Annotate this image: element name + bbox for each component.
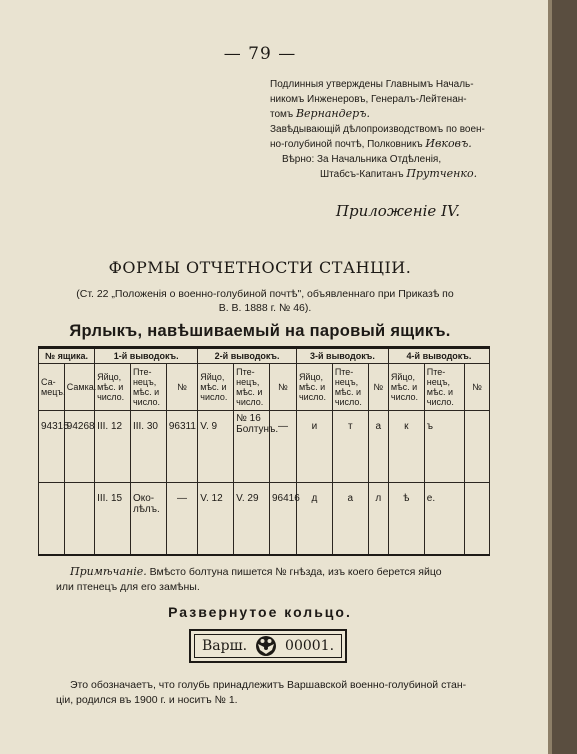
ring-station-code: Варш.: [201, 638, 248, 654]
table-cell: III. 12: [95, 411, 131, 483]
table-cell: ѣ: [388, 483, 424, 556]
col-header-chick: Пте-нецъ, мѣс. и число.: [424, 364, 464, 411]
table-cell: д: [296, 483, 332, 556]
table-cell: т: [332, 411, 368, 483]
table-cell: —: [166, 483, 197, 556]
ring-section-title: Развернутое кольцо.: [168, 604, 352, 620]
label-title: Ярлыкъ, навѣшиваемый на паровый ящикъ.: [69, 322, 451, 340]
col-header-chick: Пте-нецъ, мѣс. и число.: [130, 364, 166, 411]
col-header-number: №: [368, 364, 388, 411]
table-cell: [39, 483, 65, 556]
col-header-egg: Яйцо, мѣс. и число.: [95, 364, 131, 411]
table-cell: III. 15: [95, 483, 131, 556]
table-cell: V. 12: [198, 483, 234, 556]
table-cell: 96311: [166, 411, 197, 483]
table-cell: 94268: [64, 411, 94, 483]
approval-line-1: Подлинныя утверждены Главнымъ Началь-: [270, 79, 474, 90]
table-cell: [465, 483, 490, 556]
document-title: ФОРМЫ ОТЧЕТНОСТИ СТАНЦІИ.: [108, 258, 412, 277]
col-header-egg: Яйцо, мѣс. и число.: [388, 364, 424, 411]
page-number: — 79 —: [223, 44, 297, 64]
report-form-table: [38, 346, 490, 556]
col-header-chick: Пте-нецъ, мѣс. и число.: [234, 364, 270, 411]
group-header-brood-4: 4-й выводокъ.: [388, 348, 489, 364]
table-row: [39, 483, 490, 556]
table-cell: [64, 483, 94, 556]
col-header-number: №: [166, 364, 197, 411]
table-cell: е.: [424, 483, 464, 556]
table-cell: V. 29: [234, 483, 270, 556]
col-header-number: №: [270, 364, 297, 411]
appendix-heading: Приложеніе IV.: [335, 202, 460, 220]
table-cell: 94315: [39, 411, 65, 483]
table-row: [39, 411, 490, 483]
group-header-brood-2: 2-й выводокъ.: [198, 348, 297, 364]
table-cell: V. 9: [198, 411, 234, 483]
signatory-name-2: Ивковъ.: [425, 137, 472, 150]
table-cell: —: [270, 411, 297, 483]
approval-line-7: Штабсъ-Капитанъ Прутченко.: [320, 167, 478, 180]
signatory-name-1: Вернандеръ.: [295, 107, 370, 120]
col-header-male: Са-мецъ.: [39, 364, 65, 411]
approval-line-3: томъ Вернандеръ.: [270, 107, 370, 120]
group-header-box: № ящика.: [39, 348, 95, 364]
table-cell: 96416: [270, 483, 297, 556]
group-header-brood-1: 1-й выводокъ.: [95, 348, 198, 364]
footnote-label: Примѣчаніе.: [70, 565, 147, 578]
table-cell: № 16 Болтунъ.: [234, 411, 270, 483]
ring-serial-number: 00001.: [285, 638, 335, 654]
signatory-name-3: Прутченко.: [406, 167, 478, 180]
col-header-number: №: [465, 364, 490, 411]
table-cell: л: [368, 483, 388, 556]
approval-block: [270, 78, 520, 183]
book-binding: [548, 0, 577, 754]
col-header-female: Самка.: [64, 364, 94, 411]
ring-explanation: Это обозначаетъ, что голубь принадлежитъ Варшавской военно-голубиной стан- ціи, родился въ 1900 г. и носитъ № 1.: [56, 679, 467, 706]
approval-line-5: но-голубиной почтѣ, Полковникъ Ивковъ.: [270, 137, 472, 150]
col-header-egg: Яйцо, мѣс. и число.: [296, 364, 332, 411]
col-header-chick: Пте-нецъ, мѣс. и число.: [332, 364, 368, 411]
approval-line-2: никомъ Инженеровъ, Генералъ-Лейтенан-: [270, 93, 467, 105]
table-cell: к: [388, 411, 424, 483]
footnote: Примѣчаніе. Вмѣсто болтуна пишется № гнѣзда, изъ коего берется яйцо или птенецъ для его замѣны.: [56, 565, 442, 593]
table-cell: ъ: [424, 411, 464, 483]
ring-band: [189, 629, 347, 663]
approval-line-4: Завѣдывающій дѣлопроизводствомъ по воен-: [270, 123, 485, 135]
table-cell: а: [332, 483, 368, 556]
group-header-brood-3: 3-й выводокъ.: [296, 348, 388, 364]
document-subtitle: (Ст. 22 „Положенія о военно-голубиной почтѣ", объявленнаго при Приказѣ по В. В. 1888 г. № 46).: [76, 288, 454, 314]
table-cell: [465, 411, 490, 483]
table-cell: и: [296, 411, 332, 483]
table-cell: III. 30: [130, 411, 166, 483]
approval-line-6: Вѣрно: За Начальника Отдѣленія,: [282, 153, 442, 165]
table-cell: Око-лѣлъ.: [130, 483, 166, 556]
table-cell: а: [368, 411, 388, 483]
col-header-egg: Яйцо, мѣс. и число.: [198, 364, 234, 411]
